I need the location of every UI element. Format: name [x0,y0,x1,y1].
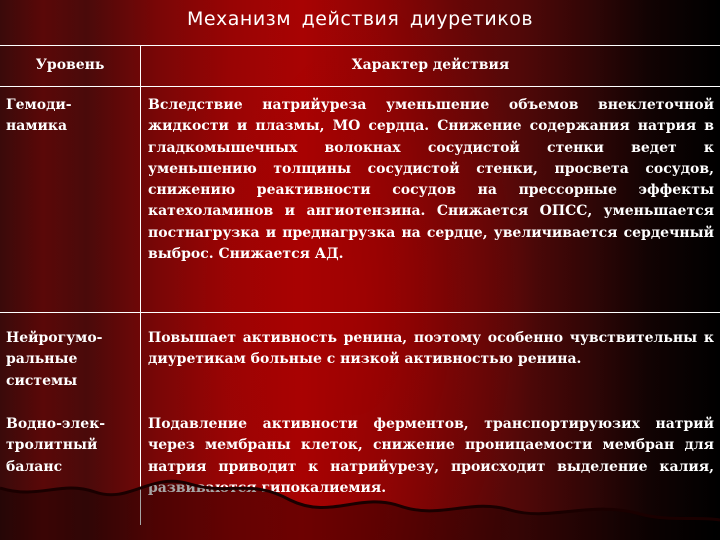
table-row-divider [0,312,720,313]
table-header-divider [0,86,720,87]
row-water-electrolyte-level [6,414,136,478]
level-line: Гемоди- [6,97,72,113]
level-line: намика [6,118,68,135]
header-action: Характер действия [351,57,510,73]
header-level: Уровень [35,57,105,73]
slide-title: Механизм действия диуретиков [186,8,534,30]
decorative-wave [0,470,720,540]
level-line: тролитный [6,437,98,454]
row-water-electrolyte-action: Подавление активности ферментов, транспортируюзих натрий через мембраны клеток, снижение проницаемости мембран для натрия приводит к натрийурезу, происходит выделение калия, развиваются гипокалиемия. [148,416,714,496]
table-top-border [0,45,720,46]
row-hemodynamics-action: Вследствие натрийуреза уменьшение объемов внеклеточной жидкости и плазмы, МО сердца. Снижение содержания натрия в гладкомышечных волокнах сосудистой стенки ведет к уменьшению толщины сосудистой стенки, просвета сосудов, снижению реактивности сосудов на прессорные эффекты катехоламинов и ангиотензина. Снижается ОПСС, уменьшается постнагрузка и преднагрузка на сердце, увеличивается сердечный выброс. Снижается АД. [148,97,714,263]
row-neurohumoral-level [6,328,136,392]
level-line: баланс [6,458,63,475]
level-line: Водно-элек- [6,416,106,432]
level-line: ральные [6,351,78,368]
level-line: системы [6,372,78,389]
level-line: Нейрогумо- [6,330,103,346]
row-hemodynamics-level [6,95,136,138]
row-neurohumoral-action: Повышает активность ренина, поэтому особенно чувствительны к диуретикам больные с низкой активностью ренина. [148,330,714,368]
table-column-divider [140,45,141,525]
